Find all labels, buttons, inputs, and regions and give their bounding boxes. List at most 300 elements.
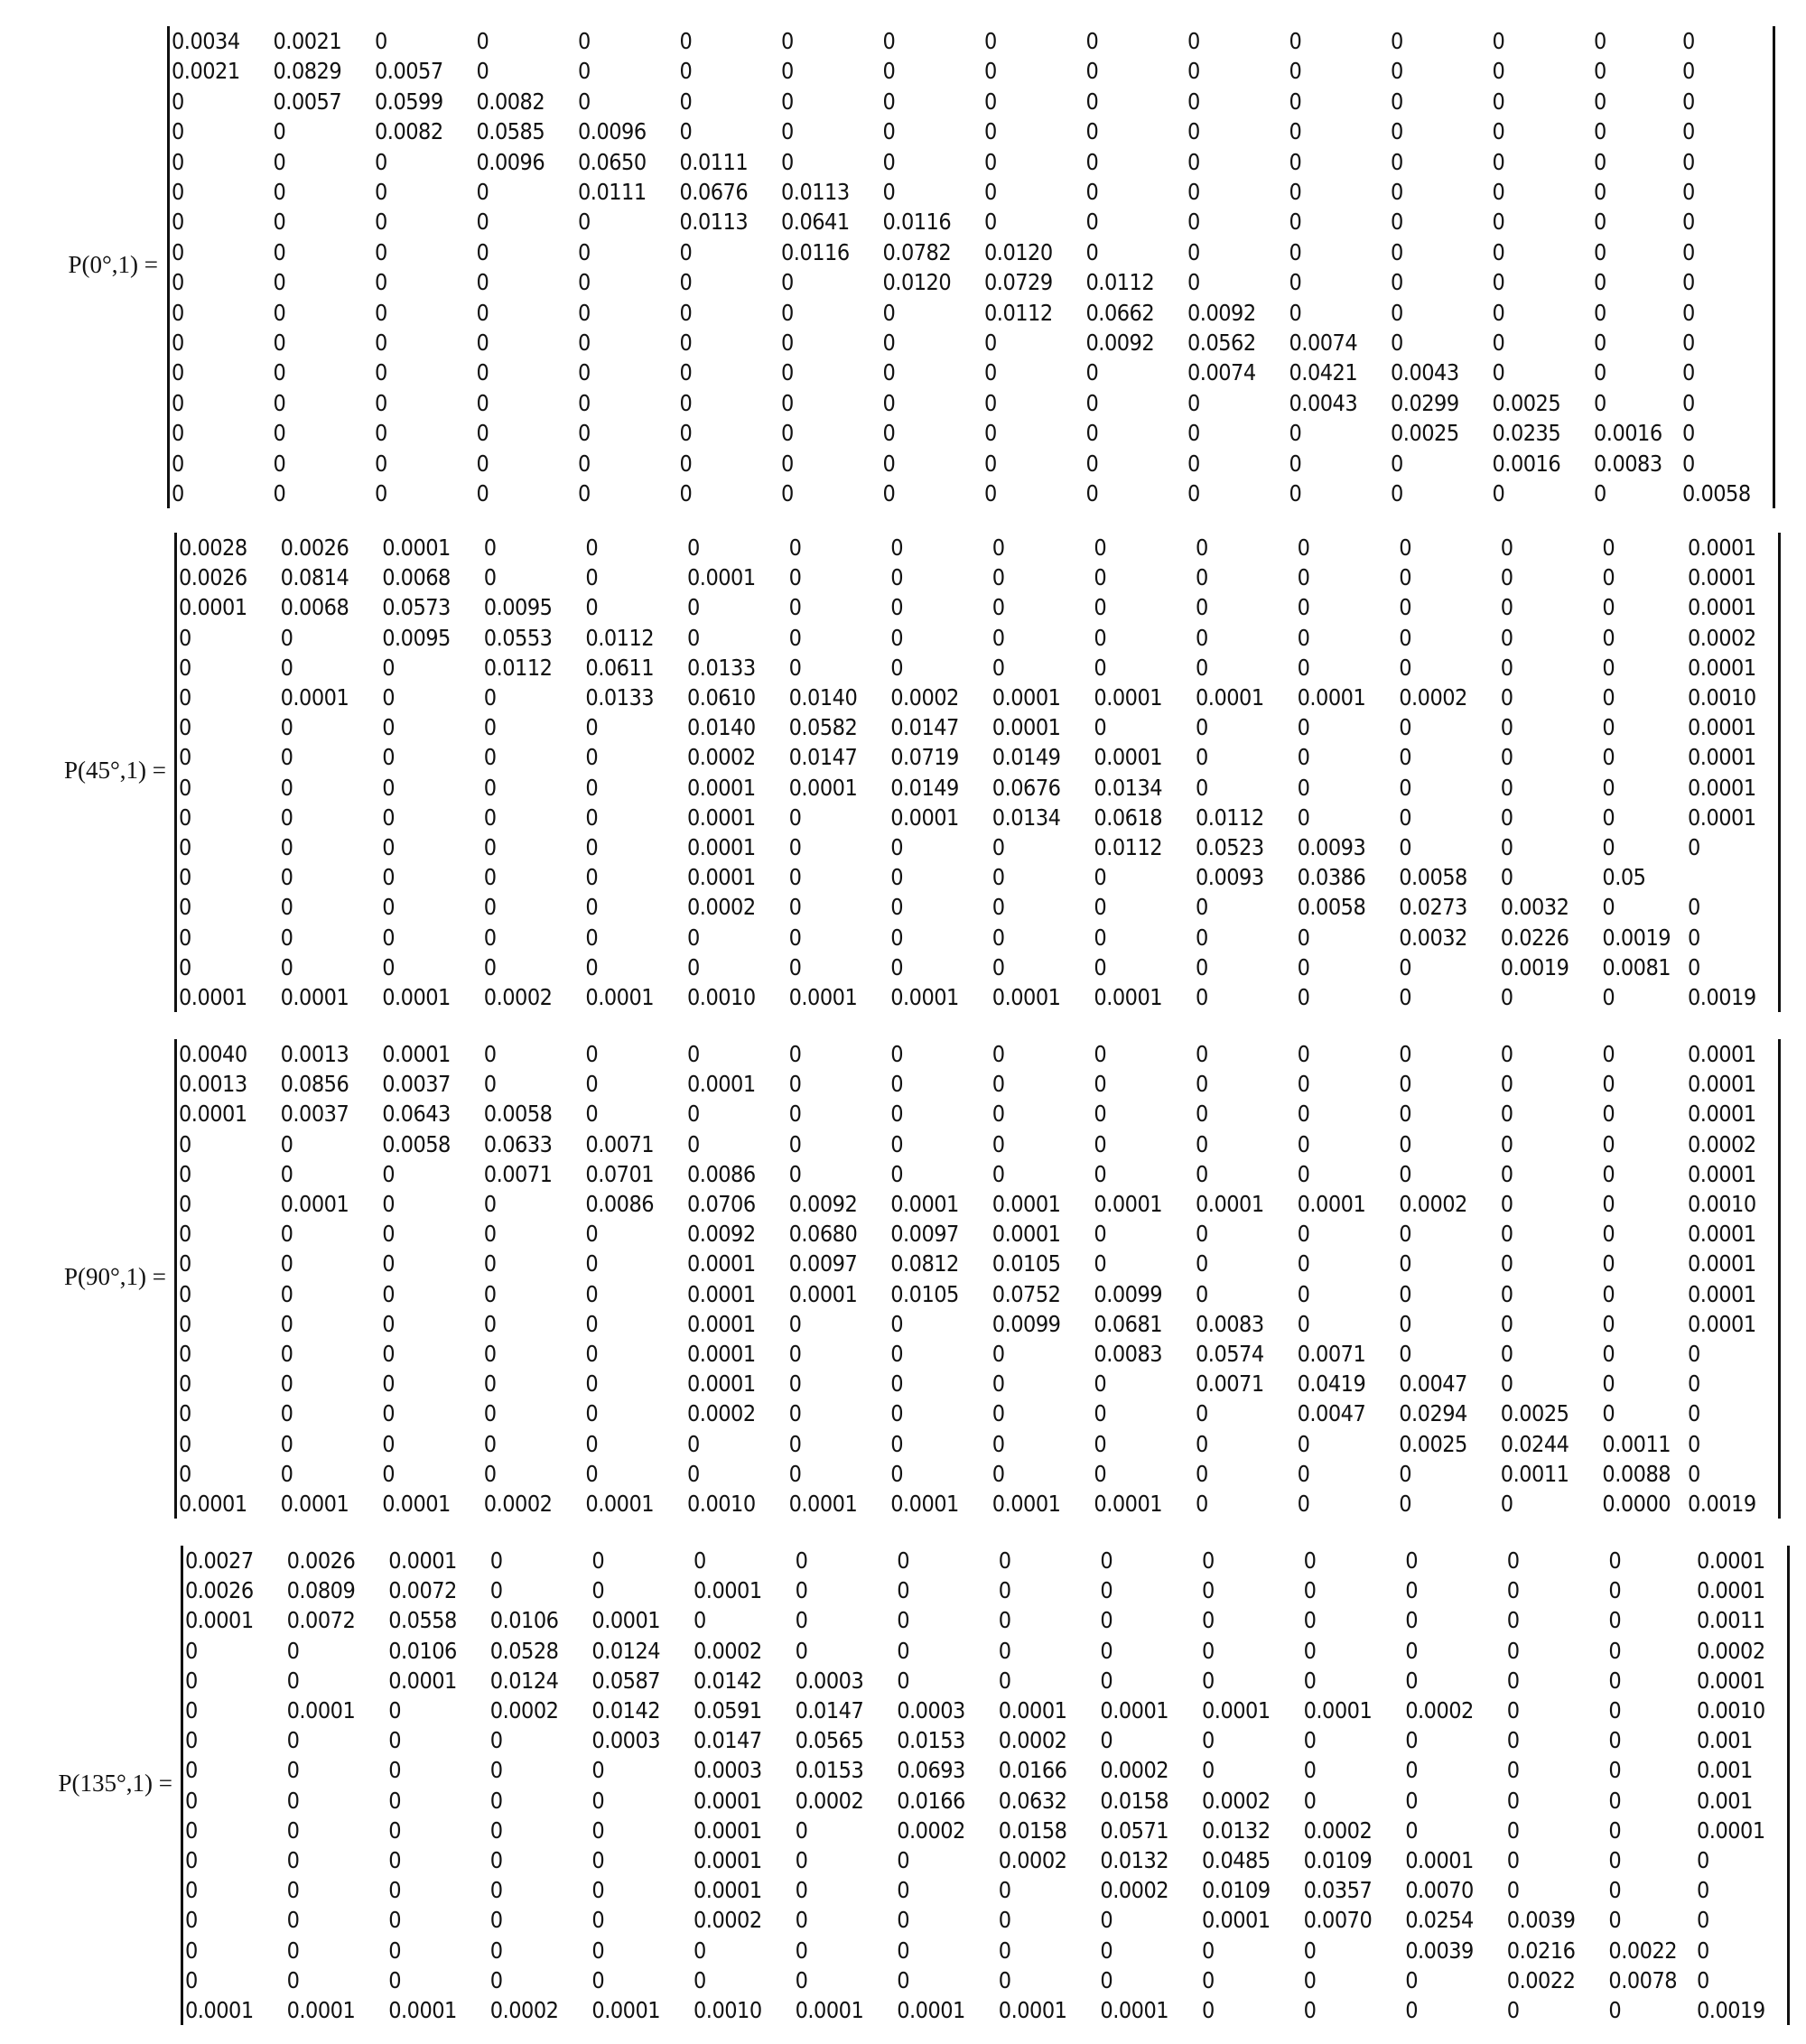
matrix-cell: 0.0142 [694, 1667, 762, 1694]
matrix-cell: 0 [1500, 1370, 1513, 1398]
matrix-cell: 0 [1100, 1937, 1113, 1964]
matrix-cell: 0.0001 [897, 1997, 965, 2023]
matrix-cell: 0 [1196, 924, 1208, 951]
matrix-cell: 0 [382, 953, 395, 980]
matrix-cell: 0.0001 [1196, 1191, 1264, 1217]
matrix-cell: 0 [1682, 88, 1695, 115]
matrix-cell: 0 [273, 148, 286, 175]
matrix-cell: 0.0001 [788, 774, 858, 801]
matrix-cell: 0 [585, 744, 599, 771]
matrix-cell: 0 [882, 359, 896, 386]
matrix-cell: 0 [1500, 744, 1513, 771]
matrix-cell: 0 [585, 1250, 599, 1278]
matrix-cell: 0 [984, 88, 997, 115]
matrix-row [177, 1159, 1778, 1189]
matrix-cell: 0 [375, 480, 387, 506]
matrix-row [177, 1489, 1778, 1519]
matrix-cell: 0 [1500, 774, 1513, 801]
matrix-cell: 0 [1202, 1997, 1215, 2023]
matrix-cell: 0 [280, 774, 293, 801]
matrix-cell: 0 [1094, 1370, 1107, 1398]
matrix-cell: 0 [585, 1341, 599, 1367]
matrix-cell: 0.0001 [890, 1491, 959, 1517]
matrix-cell: 0 [1094, 564, 1107, 591]
matrix-cell: 0 [489, 1727, 503, 1754]
matrix-cell: 0 [388, 1847, 401, 1873]
matrix-row [170, 478, 1773, 508]
matrix-cell: 0 [280, 894, 293, 921]
matrix-cell: 0 [694, 1966, 706, 1993]
matrix-cell: 0 [1187, 58, 1200, 85]
matrix-cell: 0 [882, 330, 896, 356]
matrix-cell: 0.0001 [1094, 984, 1163, 1010]
matrix-cell: 0.0001 [1697, 1547, 1765, 1574]
matrix-cell: 0 [286, 1966, 300, 1993]
matrix-cell: 0 [1602, 1101, 1615, 1128]
matrix-cell: 0 [1297, 1160, 1310, 1187]
matrix-cell: 0.0002 [1399, 684, 1467, 711]
matrix-cell: 0 [172, 299, 184, 326]
matrix-cell: 0 [483, 1430, 497, 1457]
matrix-cell: 0 [179, 744, 191, 771]
matrix-cell: 0 [1187, 480, 1200, 506]
matrix-cell: 0 [483, 744, 497, 771]
matrix-block-45deg [0, 533, 1806, 1012]
matrix-cell: 0 [687, 953, 700, 980]
matrix-cell: 0.0001 [694, 1847, 762, 1873]
matrix-cell: 0 [489, 1787, 503, 1814]
matrix-cell: 0.0001 [1688, 1250, 1756, 1278]
matrix-cell: 0 [1297, 1250, 1310, 1278]
matrix-cell: 0.0019 [1602, 924, 1671, 951]
matrix-cell: 0 [1688, 1370, 1700, 1398]
matrix-cell: 0 [483, 894, 497, 921]
matrix-cell: 0 [1492, 330, 1505, 356]
matrix-cell: 0 [179, 774, 191, 801]
matrix-cell: 0 [679, 420, 693, 447]
matrix-cell: 0 [1594, 118, 1606, 145]
matrix-cell: 0 [1297, 1221, 1310, 1248]
matrix-row [170, 237, 1773, 267]
matrix-cell: 0 [897, 1937, 909, 1964]
matrix-cell: 0 [1297, 714, 1310, 741]
matrix-cell: 0 [679, 88, 693, 115]
matrix-cell: 0 [476, 389, 489, 416]
matrix-cell: 0 [795, 1637, 808, 1664]
matrix-cell: 0 [781, 28, 794, 54]
matrix-row [170, 207, 1773, 237]
matrix-cell: 0.0013 [179, 1071, 247, 1098]
matrix-cell: 0 [273, 330, 286, 356]
matrix-cell: 0 [382, 1460, 395, 1487]
matrix-row [177, 533, 1778, 562]
matrix-cell: 0 [1289, 58, 1302, 85]
matrix-row [183, 1575, 1787, 1605]
matrix-cell: 0 [483, 534, 497, 561]
matrix-cell: 0 [179, 624, 191, 651]
matrix-row [177, 1219, 1778, 1249]
matrix-cell: 0 [795, 1907, 808, 1934]
matrix-cell: 0 [1196, 1491, 1208, 1517]
matrix-cell: 0 [1085, 389, 1099, 416]
matrix-cell: 0 [1196, 594, 1208, 621]
matrix-cell: 0 [1594, 480, 1606, 506]
matrix-cell: 0.0010 [1688, 1191, 1756, 1217]
matrix-cell: 0 [788, 1400, 802, 1427]
matrix-cell: 0.0001 [585, 984, 655, 1010]
matrix-cell: 0 [1297, 804, 1310, 831]
matrix-cell: 0 [185, 1907, 198, 1934]
matrix-cell: 0 [489, 1547, 503, 1574]
matrix-cell: 0 [483, 1341, 497, 1367]
matrix-cell: 0 [388, 1877, 401, 1904]
matrix-cell: 0 [788, 1430, 802, 1457]
matrix-cell: 0 [382, 1370, 395, 1398]
matrix-cell: 0 [1399, 984, 1411, 1010]
matrix-cell: 0.0092 [1187, 299, 1256, 326]
matrix-cell: 0.0001 [1688, 744, 1756, 771]
matrix-cell: 0 [788, 654, 802, 681]
matrix-cell: 0.0022 [1608, 1937, 1678, 1964]
matrix-cell: 0.0013 [280, 1041, 349, 1067]
matrix-cell: 0.0019 [1688, 984, 1756, 1010]
matrix-row [170, 358, 1773, 387]
matrix-cell: 0 [483, 1191, 497, 1217]
matrix-cell: 0 [1202, 1637, 1215, 1664]
matrix-cell: 0 [1682, 269, 1695, 296]
matrix-cell: 0 [1492, 238, 1505, 265]
matrix-cell: 0 [1500, 1221, 1513, 1248]
matrix-cell: 0 [882, 299, 896, 326]
matrix-cell: 0 [591, 1847, 605, 1873]
matrix-cell: 0 [280, 744, 293, 771]
matrix-cell: 0 [1094, 1250, 1107, 1278]
matrix-cell: 0 [991, 654, 1005, 681]
matrix-cell: 0 [1506, 1607, 1520, 1634]
matrix-cell: 0 [687, 594, 700, 621]
matrix-cell: 0.0134 [991, 804, 1061, 831]
matrix-cell: 0 [483, 1071, 497, 1098]
matrix-cell: 0 [578, 209, 591, 236]
matrix-cell: 0.0829 [273, 58, 342, 85]
matrix-cell: 0 [1391, 330, 1403, 356]
matrix-row [177, 623, 1778, 653]
matrix-cell: 0.0633 [483, 1130, 553, 1157]
matrix-cell: 0.0001 [1688, 1071, 1756, 1098]
matrix-row [177, 982, 1778, 1012]
matrix-cell: 0 [476, 359, 489, 386]
matrix-cell: 0.0124 [591, 1637, 661, 1664]
matrix-cell: 0 [1405, 1607, 1418, 1634]
matrix-cell: 0.0002 [1100, 1877, 1169, 1904]
matrix-cell: 0.0124 [489, 1667, 559, 1694]
matrix-label: P(135°,1) = [58, 1769, 172, 1797]
matrix-cell: 0.0001 [1688, 1310, 1756, 1337]
matrix-cell: 0.0026 [185, 1577, 254, 1604]
matrix-cell: 0 [991, 1160, 1005, 1187]
matrix-body [174, 533, 1781, 1012]
matrix-cell: 0 [984, 450, 997, 477]
matrix-cell: 0 [382, 1250, 395, 1278]
matrix-cell: 0 [1608, 1997, 1622, 2023]
matrix-cell: 0.0027 [185, 1547, 254, 1574]
matrix-cell: 0 [1602, 1160, 1615, 1187]
matrix-cell: 0.0083 [1094, 1341, 1163, 1367]
matrix-cell: 0.0096 [578, 118, 647, 145]
matrix-cell: 0.0010 [694, 1997, 762, 2023]
matrix-cell: 0.0001 [991, 1491, 1061, 1517]
matrix-cell: 0 [591, 1877, 605, 1904]
matrix-cell: 0.0002 [489, 1697, 559, 1723]
matrix-cell: 0 [286, 1937, 300, 1964]
matrix-cell: 0 [591, 1907, 605, 1934]
matrix-cell: 0 [1100, 1607, 1113, 1634]
matrix-cell: 0 [280, 1221, 293, 1248]
matrix-cell: 0 [788, 834, 802, 860]
matrix-cell: 0 [1297, 1101, 1310, 1128]
matrix-cell: 0 [591, 1577, 605, 1604]
matrix-cell: 0 [280, 1310, 293, 1337]
matrix-cell: 0 [991, 1041, 1005, 1067]
matrix-cell: 0.0680 [788, 1221, 858, 1248]
matrix-cell: 0 [1094, 1221, 1107, 1248]
matrix-cell: 0 [795, 1966, 808, 1993]
matrix-cell: 0 [1297, 1071, 1310, 1098]
matrix-cell: 0 [1297, 953, 1310, 980]
matrix-cell: 0.0111 [679, 148, 749, 175]
matrix-cell: 0.0254 [1405, 1907, 1474, 1934]
matrix-row [177, 562, 1778, 592]
matrix-cell: 0 [483, 1460, 497, 1487]
matrix-cell: 0 [585, 714, 599, 741]
matrix-cell: 0 [1500, 654, 1513, 681]
matrix-cell: 0 [483, 1400, 497, 1427]
matrix-cell: 0 [1297, 1310, 1310, 1337]
matrix-cell: 0 [1094, 1430, 1107, 1457]
matrix-cell: 0 [1094, 953, 1107, 980]
matrix-cell: 0 [984, 28, 997, 54]
matrix-cell: 0 [1202, 1667, 1215, 1694]
matrix-cell: 0 [991, 564, 1005, 591]
matrix-cell: 0 [273, 179, 286, 205]
matrix-cell: 0 [476, 450, 489, 477]
matrix-cell: 0 [1297, 1491, 1310, 1517]
matrix-cell: 0 [991, 834, 1005, 860]
matrix-cell: 0 [1602, 1071, 1615, 1098]
matrix-cell: 0 [585, 834, 599, 860]
matrix-cell: 0 [591, 1966, 605, 1993]
matrix-cell: 0 [1196, 624, 1208, 651]
matrix-cell: 0.0040 [179, 1041, 247, 1067]
matrix-cell: 0.0001 [694, 1877, 762, 1904]
matrix-cell: 0 [1085, 359, 1099, 386]
matrix-cell: 0 [179, 953, 191, 980]
matrix-cell: 0.0001 [585, 1491, 655, 1517]
matrix-cell: 0.0001 [788, 1491, 858, 1517]
matrix-cell: 0 [781, 58, 794, 85]
matrix-cell: 0 [382, 1280, 395, 1307]
matrix-cell: 0 [172, 269, 184, 296]
matrix-cell: 0 [1297, 774, 1310, 801]
matrix-cell: 0.0001 [1688, 804, 1756, 831]
matrix-cell: 0 [1202, 1966, 1215, 1993]
matrix-cell: 0.0002 [687, 894, 756, 921]
matrix-cell: 0 [273, 299, 286, 326]
matrix-cell: 0.0001 [991, 984, 1061, 1010]
matrix-cell: 0 [185, 1816, 198, 1844]
matrix-cell: 0 [1608, 1667, 1622, 1694]
matrix-cell: 0 [1405, 1787, 1418, 1814]
matrix-cell: 0 [890, 1370, 903, 1398]
matrix-cell: 0 [179, 1221, 191, 1248]
matrix-cell: 0.0083 [1594, 450, 1662, 477]
matrix-cell: 0 [1202, 1607, 1215, 1634]
matrix-cell: 0 [991, 1130, 1005, 1157]
matrix-cell: 0 [1297, 1430, 1310, 1457]
matrix-row [170, 298, 1773, 328]
matrix-cell: 0 [1500, 564, 1513, 591]
matrix-cell: 0 [1682, 148, 1695, 175]
matrix-cell: 0.0083 [1196, 1310, 1264, 1337]
matrix-cell: 0 [1303, 1757, 1317, 1784]
matrix-cell: 0.0001 [388, 1667, 457, 1694]
matrix-cell: 0 [679, 330, 693, 356]
matrix-cell: 0 [1602, 1280, 1615, 1307]
matrix-cell: 0.0134 [1094, 774, 1163, 801]
matrix-cell: 0 [1697, 1907, 1709, 1934]
matrix-cell: 0 [890, 1071, 903, 1098]
matrix-cell: 0.0158 [1100, 1787, 1169, 1814]
matrix-cell: 0.0485 [1202, 1847, 1271, 1873]
matrix-cell: 0 [882, 389, 896, 416]
matrix-cell: 0 [1289, 179, 1302, 205]
matrix-cell: 0 [1303, 1577, 1317, 1604]
matrix-cell: 0 [1196, 774, 1208, 801]
matrix-cell: 0 [1297, 1280, 1310, 1307]
matrix-cell: 0 [585, 594, 599, 621]
matrix-cell: 0 [585, 953, 599, 980]
matrix-cell: 0.0587 [591, 1667, 661, 1694]
matrix-cell: 0 [1500, 1191, 1513, 1217]
matrix-row [183, 1546, 1787, 1575]
matrix-cell: 0 [1289, 420, 1302, 447]
matrix-cell: 0 [476, 480, 489, 506]
matrix-cell: 0 [1196, 1250, 1208, 1278]
matrix-row [170, 388, 1773, 418]
matrix-row [183, 1995, 1787, 2025]
matrix-cell: 0 [585, 774, 599, 801]
matrix-cell: 0 [1399, 804, 1411, 831]
matrix-cell: 0 [1085, 209, 1099, 236]
matrix-cell: 0.0299 [1391, 389, 1459, 416]
matrix-cell: 0 [1094, 534, 1107, 561]
matrix-row [177, 1099, 1778, 1129]
matrix-cell: 0.0047 [1399, 1370, 1467, 1398]
matrix-cell: 0 [788, 1101, 802, 1128]
matrix-cell: 0 [1500, 1130, 1513, 1157]
matrix-cell: 0 [388, 1907, 401, 1934]
matrix-cell: 0 [483, 714, 497, 741]
matrix-cell: 0 [179, 714, 191, 741]
matrix-cell: 0.0097 [788, 1250, 858, 1278]
matrix-row [177, 862, 1778, 892]
matrix-cell: 0.0001 [1297, 1191, 1366, 1217]
matrix-cell: 0 [1594, 148, 1606, 175]
matrix-row [177, 712, 1778, 742]
matrix-cell: 0 [1303, 1997, 1317, 2023]
matrix-cell: 0 [1399, 1341, 1411, 1367]
matrix-cell: 0 [388, 1727, 401, 1754]
matrix-cell: 0.0002 [1688, 1130, 1756, 1157]
matrix-cell: 0 [1500, 1310, 1513, 1337]
matrix-cell: 0 [984, 209, 997, 236]
matrix-cell: 0 [280, 1280, 293, 1307]
matrix-cell: 0.0001 [687, 1071, 756, 1098]
matrix-cell: 0 [788, 1460, 802, 1487]
matrix-row [183, 1786, 1787, 1816]
matrix-cell: 0 [375, 148, 387, 175]
matrix-cell: 0.0001 [687, 1370, 756, 1398]
matrix-cell: 0.0611 [585, 654, 655, 681]
matrix-cell: 0.0001 [382, 534, 451, 561]
matrix-row [177, 683, 1778, 712]
matrix-cell: 0 [991, 864, 1005, 891]
matrix-cell: 0.0001 [179, 594, 247, 621]
matrix-cell: 0 [1399, 1221, 1411, 1248]
matrix-cell: 0 [1594, 209, 1606, 236]
matrix-cell: 0 [1602, 624, 1615, 651]
matrix-cell: 0 [172, 118, 184, 145]
matrix-cell: 0.0294 [1399, 1400, 1467, 1427]
matrix-cell: 0 [1303, 1637, 1317, 1664]
matrix-cell: 0 [179, 1370, 191, 1398]
matrix-row [177, 742, 1778, 772]
matrix-cell: 0 [382, 1191, 395, 1217]
matrix-cell: 0.0419 [1297, 1370, 1366, 1398]
matrix-cell: 0.0112 [1085, 269, 1155, 296]
matrix-cell: 0.0133 [687, 654, 756, 681]
matrix-cell: 0 [382, 1160, 395, 1187]
matrix-cell: 0 [1594, 389, 1606, 416]
matrix-cell: 0.0002 [1688, 624, 1756, 651]
matrix-cell: 0.0112 [585, 624, 655, 651]
matrix-cell: 0 [1094, 654, 1107, 681]
matrix-cell: 0 [1297, 1460, 1310, 1487]
matrix-cell: 0 [585, 1280, 599, 1307]
matrix-cell: 0 [179, 894, 191, 921]
matrix-cell: 0 [897, 1907, 909, 1934]
matrix-cell: 0 [172, 88, 184, 115]
matrix-cell: 0 [795, 1877, 808, 1904]
matrix-cell: 0 [1492, 269, 1505, 296]
matrix-cell: 0.0081 [1602, 953, 1671, 980]
matrix-cell: 0 [1500, 714, 1513, 741]
matrix-cell: 0 [382, 654, 395, 681]
matrix-cell: 0 [1094, 1071, 1107, 1098]
matrix-cell: 0 [483, 924, 497, 951]
matrix-cell: 0 [388, 1787, 401, 1814]
matrix-cell: 0 [483, 1280, 497, 1307]
matrix-cell: 0.0676 [679, 179, 749, 205]
matrix-cell: 0 [185, 1877, 198, 1904]
matrix-cell: 0 [1289, 269, 1302, 296]
matrix-cell: 0 [382, 744, 395, 771]
matrix-cell: 0 [585, 804, 599, 831]
matrix-cell: 0.0025 [1399, 1430, 1467, 1457]
matrix-cell: 0.0082 [476, 88, 545, 115]
matrix-cell: 0 [1697, 1847, 1709, 1873]
matrix-cell: 0 [890, 953, 903, 980]
